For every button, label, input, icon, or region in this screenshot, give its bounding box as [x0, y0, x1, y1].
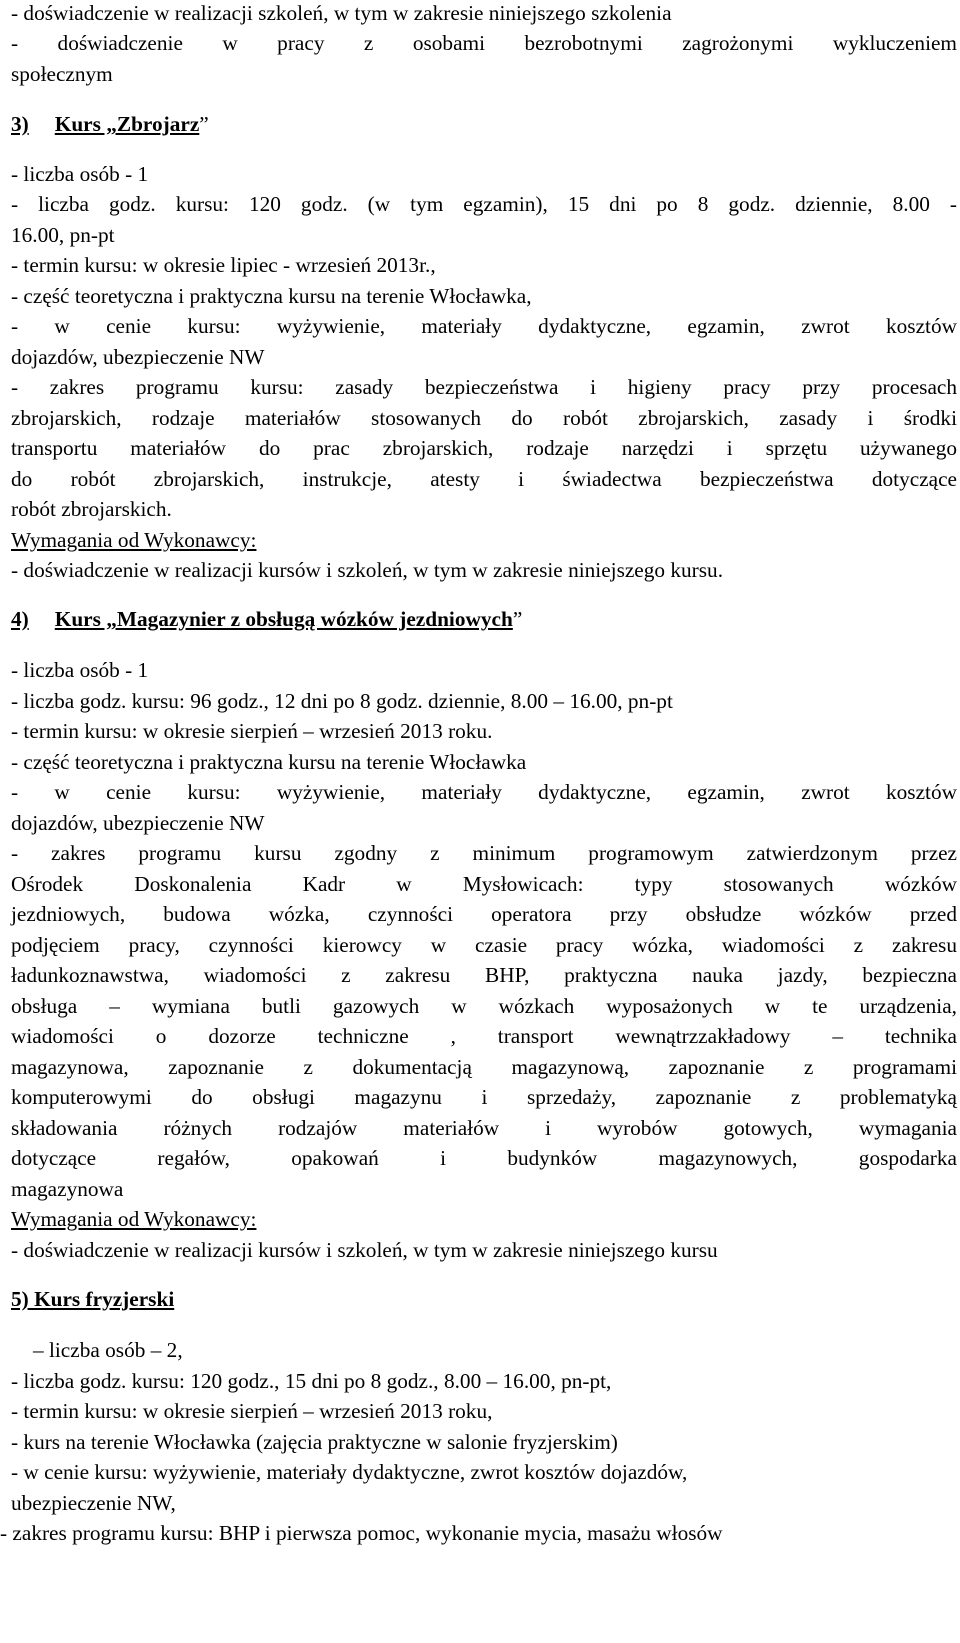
text-line: składowania różnych rodzajów materiałów i wyrobów gotowych, wymagania — [11, 1116, 957, 1140]
section-5-heading — [11, 1283, 174, 1315]
section-4-heading — [11, 603, 522, 635]
section-3-heading — [11, 108, 209, 140]
text-line: - w cenie kursu: wyżywienie, materiały dydaktyczne, egzamin, zwrot kosztów — [11, 314, 957, 338]
requirements-label: Wymagania od Wykonawcy: — [11, 1207, 257, 1231]
section-4-close-quote: ” — [512, 607, 523, 631]
text-line: do robót zbrojarskich, instrukcje, atesty i świadectwa bezpieczeństwa dotyczące — [11, 467, 957, 491]
text-line: - doświadczenie w pracy z osobami bezrobotnymi zagrożonymi wykluczeniem — [11, 31, 957, 55]
text-line: dojazdów, ubezpieczenie NW — [11, 345, 265, 369]
text-line: - w cenie kursu: wyżywienie, materiały dydaktyczne, egzamin, zwrot kosztów — [11, 780, 957, 804]
text-line: - część teoretyczna i praktyczna kursu na terenie Włocławka — [11, 750, 527, 774]
text-line: dotyczące regałów, opakowań i budynków magazynowych, gospodarka — [11, 1146, 957, 1170]
text-line: - zakres programu kursu zgodny z minimum programowym zatwierdzonym przez — [11, 841, 957, 865]
text-line: wiadomości o dozorze techniczne , transport wewnątrzzakładowy – technika — [11, 1024, 957, 1048]
text-line: - termin kursu: w okresie sierpień – wrzesień 2013 roku. — [11, 719, 493, 743]
text-line: 16.00, pn-pt — [11, 223, 115, 247]
section-5-title: 5) Kurs fryzjerski — [11, 1287, 175, 1311]
text-line: - doświadczenie w realizacji szkoleń, w tym w zakresie niniejszego szkolenia — [11, 1, 672, 25]
section-4-number: 4) — [11, 607, 29, 631]
text-line: magazynowa — [11, 1177, 124, 1201]
text-line: - liczba godz. kursu: 96 godz., 12 dni po 8 godz. dziennie, 8.00 – 16.00, pn-pt — [11, 689, 673, 713]
text-line: zbrojarskich, rodzaje materiałów stosowanych do robót zbrojarskich, zasady i środki — [11, 406, 957, 430]
text-line: ubezpieczenie NW, — [11, 1491, 176, 1515]
text-line: - zakres programu kursu: BHP i pierwsza pomoc, wykonanie mycia, masażu włosów — [0, 1521, 723, 1545]
text-line: magazynowa, zapoznanie z dokumentacją magazynową, zapoznanie z programami — [11, 1055, 957, 1079]
text-line: obsługa – wymiana butli gazowych w wózkach wyposażonych w te urządzenia, — [11, 994, 957, 1018]
text-line: – liczba osób – 2, — [33, 1338, 183, 1362]
text-line: Ośrodek Doskonalenia Kadr w Mysłowicach: typy stosowanych wózków — [11, 872, 957, 896]
section-3-close-quote: ” — [199, 112, 209, 136]
text-line: - doświadczenie w realizacji kursów i szkoleń, w tym w zakresie niniejszego kursu — [11, 1238, 718, 1262]
text-line: robót zbrojarskich. — [11, 497, 172, 521]
text-line: ładunkoznawstwa, wiadomości z zakresu BHP, praktyczna nauka jazdy, bezpieczna — [11, 963, 957, 987]
text-line: - liczba osób - 1 — [11, 658, 149, 682]
section-4-title: Kurs „Magazynier z obsługą wózków jezdniowych — [54, 607, 513, 631]
text-line: - termin kursu: w okresie sierpień – wrzesień 2013 roku, — [11, 1399, 493, 1423]
text-line: transportu materiałów do prac zbrojarskich, rodzaje narzędzi i sprzętu używanego — [11, 436, 957, 460]
section-3-title: Kurs „Zbrojarz — [54, 112, 200, 136]
text-line: - liczba godz. kursu: 120 godz., 15 dni po 8 godz., 8.00 – 16.00, pn-pt, — [11, 1369, 612, 1393]
text-line: - zakres programu kursu: zasady bezpieczeństwa i higieny pracy przy procesach — [11, 375, 957, 399]
text-line: komputerowymi do obsługi magazynu i sprzedaży, zapoznanie z problematyką — [11, 1085, 957, 1109]
text-line: - liczba osób - 1 — [11, 162, 149, 186]
text-line: społecznym — [11, 62, 113, 86]
text-line: podjęciem pracy, czynności kierowcy w czasie pracy wózka, wiadomości z zakresu — [11, 933, 957, 957]
text-line: - kurs na terenie Włocławka (zajęcia praktyczne w salonie fryzjerskim) — [11, 1430, 618, 1454]
text-line: - liczba godz. kursu: 120 godz. (w tym egzamin), 15 dni po 8 godz. dziennie, 8.00 - — [11, 192, 957, 216]
text-line: - termin kursu: w okresie lipiec - wrzesień 2013r., — [11, 253, 436, 277]
text-line: - doświadczenie w realizacji kursów i szkoleń, w tym w zakresie niniejszego kursu. — [11, 558, 724, 582]
text-line: dojazdów, ubezpieczenie NW — [11, 811, 265, 835]
text-line: - w cenie kursu: wyżywienie, materiały dydaktyczne, zwrot kosztów dojazdów, — [11, 1460, 688, 1484]
text-line: - część teoretyczna i praktyczna kursu na terenie Włocławka, — [11, 284, 532, 308]
requirements-label: Wymagania od Wykonawcy: — [11, 528, 257, 552]
section-3-number: 3) — [11, 112, 29, 136]
text-line: jezdniowych, budowa wózka, czynności operatora przy obsłudze wózków przed — [11, 902, 957, 926]
